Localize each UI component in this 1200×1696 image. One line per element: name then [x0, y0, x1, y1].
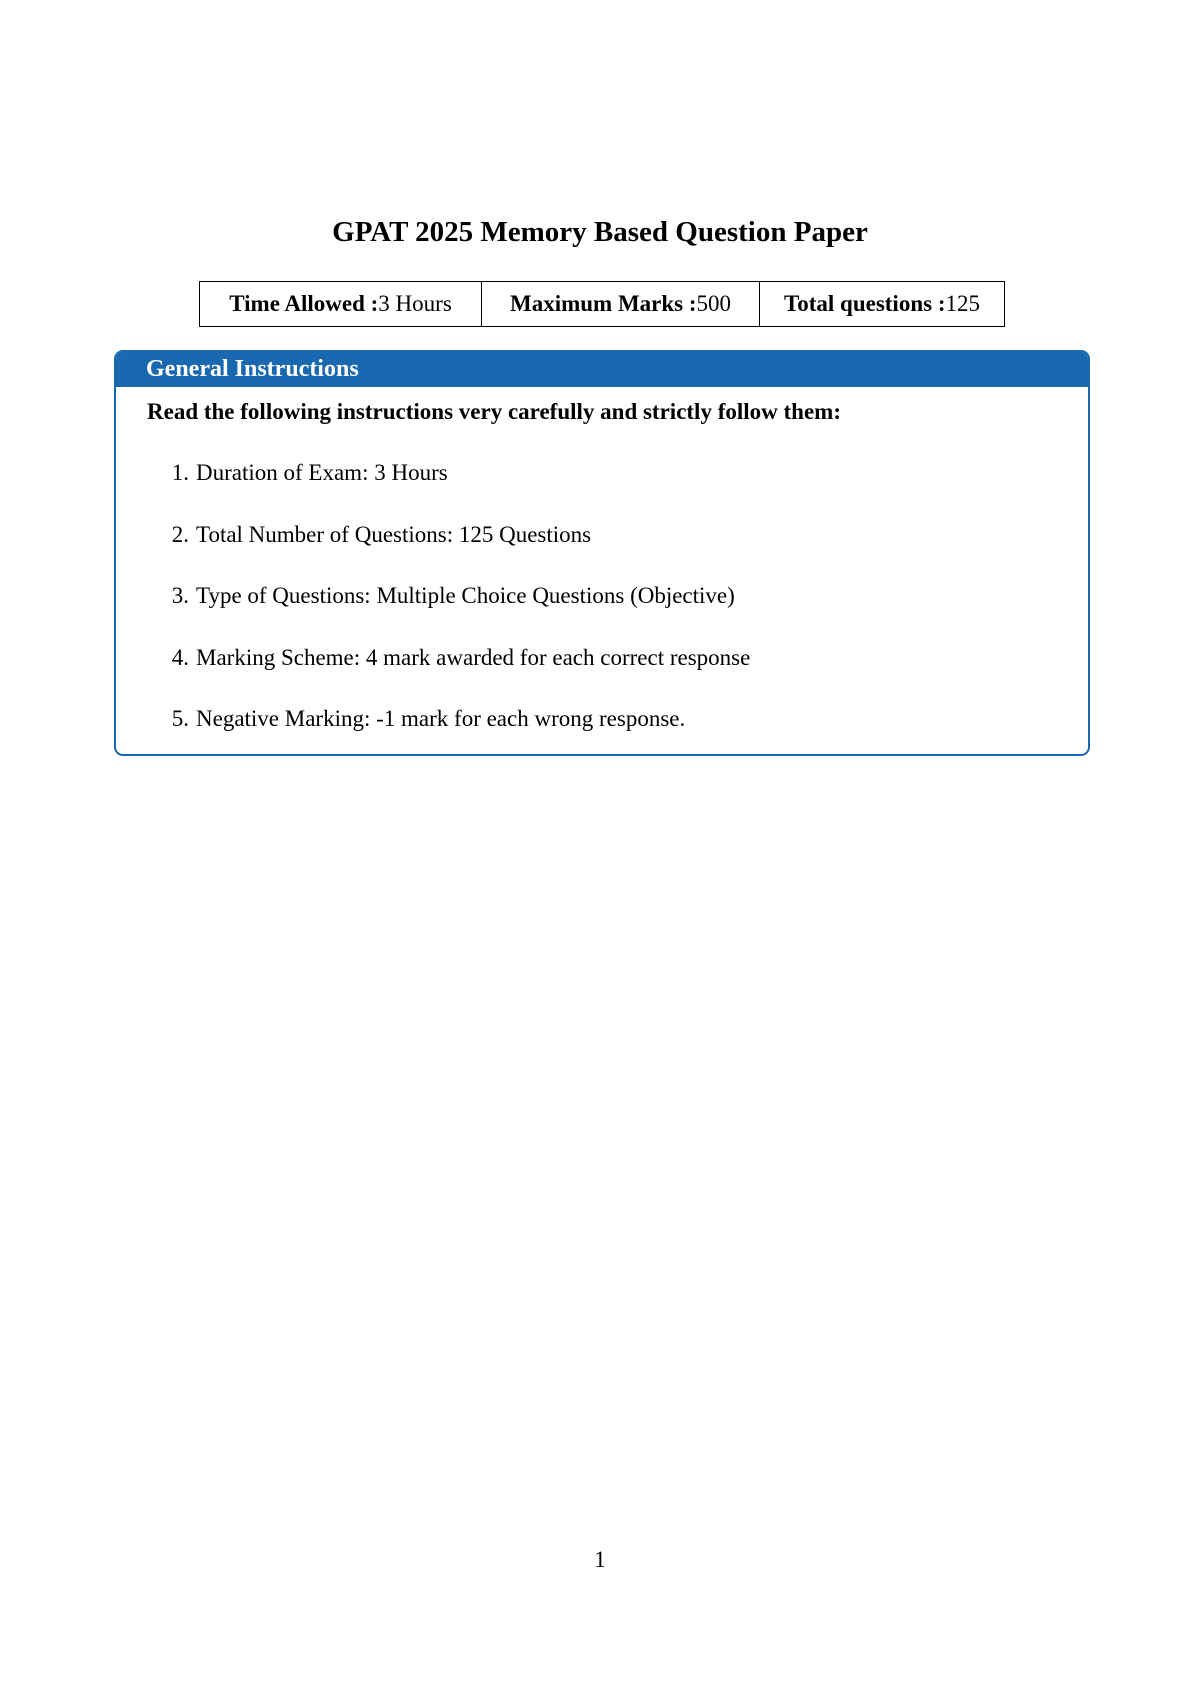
maximum-marks-value: 500	[696, 291, 732, 316]
time-allowed-value: 3 Hours	[378, 291, 452, 316]
instructions-lead: Read the following instructions very carefully and strictly follow them:	[147, 399, 841, 424]
total-questions-label: Total questions :	[784, 291, 946, 316]
list-item-text: Marking Scheme: 4 mark awarded for each correct response	[196, 644, 751, 670]
general-instructions-box	[114, 350, 1090, 756]
list-item-text: Type of Questions: Multiple Choice Questions (Objective)	[196, 583, 735, 608]
list-item	[116, 455, 1088, 491]
page-title: GPAT 2025 Memory Based Question Paper	[332, 216, 868, 248]
list-item-text: Duration of Exam: 3 Hours	[196, 460, 448, 485]
list-item	[116, 640, 1088, 676]
total-questions-value: 125	[945, 291, 980, 316]
list-item	[116, 578, 1088, 614]
list-item-number: 5.	[171, 706, 189, 731]
list-item	[116, 701, 1088, 737]
instructions-heading: General Instructions	[116, 352, 1088, 387]
list-item-number: 1.	[171, 460, 189, 485]
list-item-text: Total Number of Questions: 125 Questions	[196, 521, 592, 547]
list-item-text: Negative Marking: -1 mark for each wrong response.	[196, 706, 686, 731]
time-allowed-label: Time Allowed :	[229, 291, 379, 316]
maximum-marks-label: Maximum Marks :	[509, 291, 697, 316]
exam-info-table	[199, 281, 1005, 327]
time-allowed-cell	[200, 282, 481, 326]
total-questions-cell	[759, 282, 1004, 326]
list-item-number: 2.	[171, 521, 189, 547]
list-item	[116, 517, 1088, 553]
list-item-number: 3.	[171, 583, 189, 608]
maximum-marks-cell	[481, 282, 759, 326]
page-number: 1	[594, 1547, 606, 1572]
list-item-number: 4.	[171, 644, 189, 670]
instruction-list	[116, 455, 1088, 737]
